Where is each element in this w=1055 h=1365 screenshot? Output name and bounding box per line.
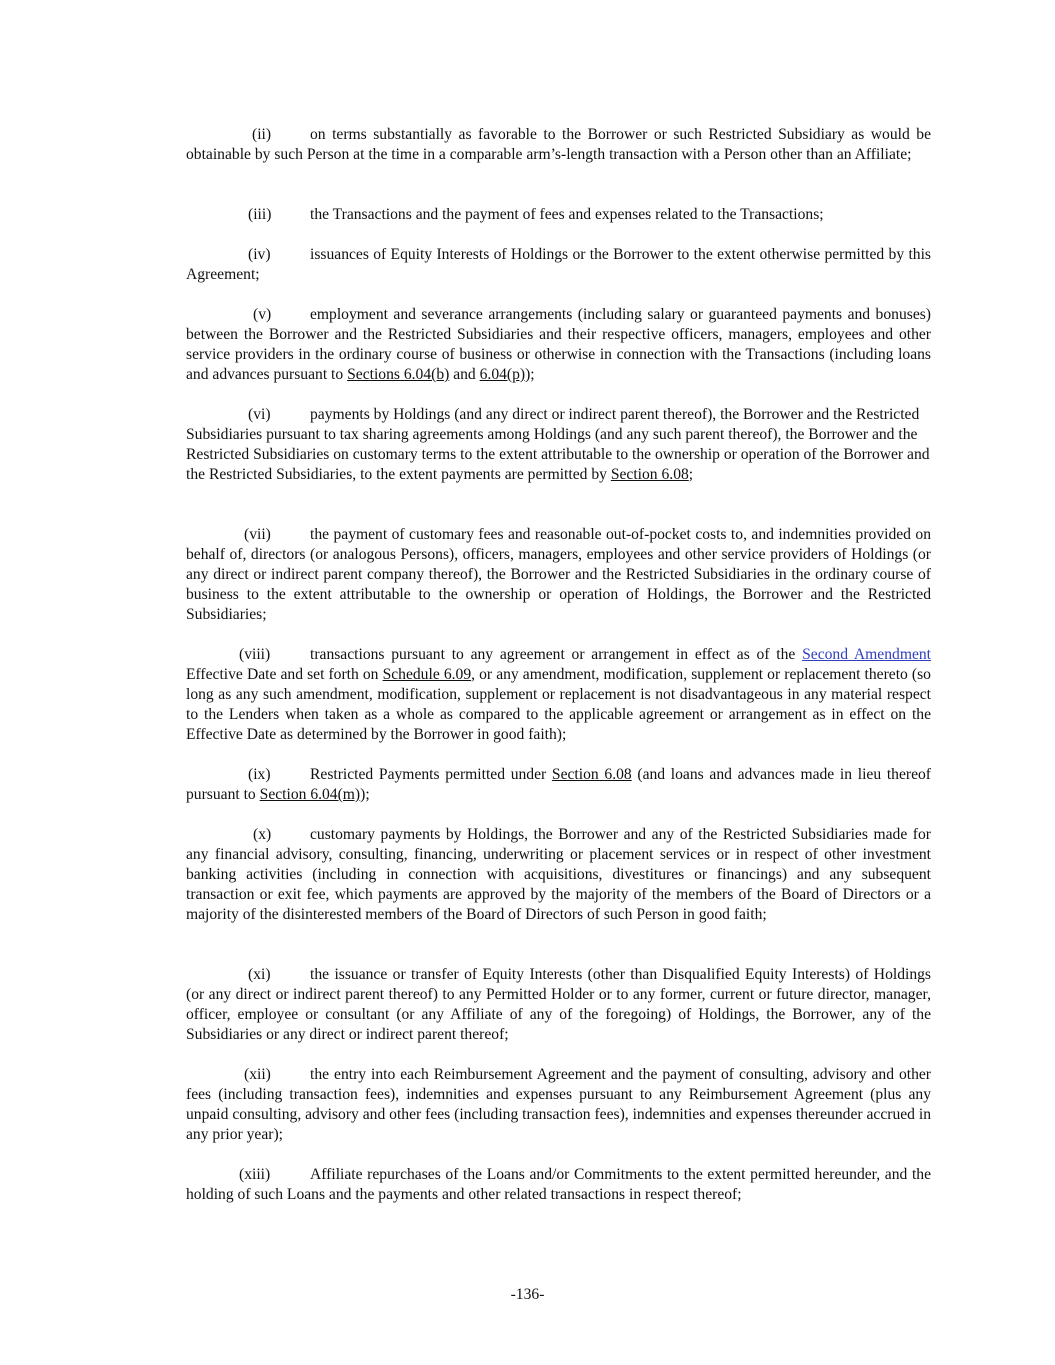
clause-text: ); <box>525 366 535 383</box>
clause-vii <box>186 525 931 625</box>
clause-number: (xi) <box>248 966 271 983</box>
schedule-reference: Schedule 6.09 <box>382 666 472 683</box>
clause-text: transactions pursuant to any agreement or arrangement in effect as of the <box>310 646 803 663</box>
clause-text: Affiliate repurchases of the Loans and/or Commitments to the extent permitted hereunder, and the holding of such Loans and the payments and other related transactions in respect thereof; <box>186 1166 931 1203</box>
clause-text: Restricted Payments permitted under <box>310 766 552 783</box>
clause-vi <box>186 405 931 485</box>
clause-number: (v) <box>253 306 272 323</box>
clause-v <box>186 305 931 385</box>
section-reference: Section 6.04(m) <box>259 786 361 803</box>
clause-number: (iv) <box>248 246 271 263</box>
clause-text: the issuance or transfer of Equity Interests (other than Disqualified Equity Interests) of Holdings (or any direct or indirect parent thereof) to any Permitted Holder or to any former, current or future director, manager, officer, employee or consultant (or any Affiliate of any of the foregoing) of Holdings, the Borrower, any of the Subsidiaries or any direct or indirect parent thereof; <box>186 966 931 1043</box>
clause-text: on terms substantially as favorable to the Borrower or such Restricted Subsidiary as would be obtainable by such Person at the time in a comparable arm’s-length transaction with a Person other than an Affiliate; <box>186 126 931 163</box>
clause-text: and <box>449 366 480 383</box>
clause-text: (and loans and advances made in lieu thereof pursuant to <box>186 766 931 803</box>
second-amendment-link[interactable]: Second Amendment <box>802 646 931 663</box>
clause-text: issuances of Equity Interests of Holdings or the Borrower to the extent otherwise permitted by this Agreement; <box>186 246 931 283</box>
clause-iii <box>186 205 931 225</box>
clause-number: (iii) <box>248 206 272 223</box>
clause-text: ; <box>688 466 694 483</box>
clause-viii <box>186 645 931 745</box>
clause-text: payments by Holdings (and any direct or indirect parent thereof), the Borrower and the Restricted Subsidiaries pursuant to tax sharing agreements among Holdings (and any such parent thereof), the Borrower and the Restricted Subsidiaries on customary terms to the extent attributable to the ownership or operation of the Borrower and the Restricted Subsidiaries, to the extent payments are permitted by <box>186 406 930 483</box>
clause-xiii <box>186 1165 931 1205</box>
clause-number: (vii) <box>244 526 271 543</box>
clause-x <box>186 825 931 925</box>
section-reference: Sections 6.04(b) <box>347 366 450 383</box>
section-reference: Section 6.08 <box>610 466 689 483</box>
clause-number: (ix) <box>248 766 271 783</box>
clause-text: the payment of customary fees and reasonable out-of-pocket costs to, and indemnities provided on behalf of, directors (or analogous Persons), officers, managers, employees and other service providers of Holdings (or any direct or indirect parent company thereof), the Borrower and the Restricted Subsidiaries in the ordinary course of business to the extent attributable to the ownership or operation of Holdings, the Borrower and the Restricted Subsidiaries; <box>186 526 931 623</box>
clause-number: (ii) <box>252 126 272 143</box>
page-number: -136- <box>510 1286 545 1303</box>
clause-number: (x) <box>253 826 272 843</box>
clause-number: (xii) <box>244 1066 271 1083</box>
clause-text: ); <box>360 786 370 803</box>
clause-text: , or any amendment, modification, supplement or replacement thereto (so long as any such amendment, modification, supplement or replacement is not disadvantageous in any material respect to the Lenders when taken as a whole as compared to the applicable agreement or arrangement as in effect on the Effective Date as determined by the Borrower in good faith); <box>186 666 931 743</box>
clause-xii <box>186 1065 931 1145</box>
clause-text: Effective Date and set forth on <box>186 666 383 683</box>
clause-number: (xiii) <box>239 1166 271 1183</box>
clause-number: (viii) <box>239 646 271 663</box>
clause-ii <box>186 125 931 165</box>
clause-text: the entry into each Reimbursement Agreement and the payment of consulting, advisory and other fees (including transaction fees), indemnities and expenses pursuant to any Reimbursement Agreement (plus any unpaid consulting, advisory and other fees (including transaction fees), indemnities and expenses thereunder accrued in any prior year); <box>186 1066 931 1143</box>
section-reference: 6.04(p) <box>479 366 526 383</box>
clause-text: employment and severance arrangements (including salary or guaranteed payments and bonuses) between the Borrower and the Restricted Subsidiaries and their respective officers, managers, employees and other service providers in the ordinary course of business or otherwise in connection with the Transactions (including loans and advances pursuant to <box>186 306 931 383</box>
clause-text: the Transactions and the payment of fees and expenses related to the Transactions; <box>310 206 824 223</box>
clause-iv <box>186 245 931 285</box>
clause-xi <box>186 965 931 1045</box>
clause-number: (vi) <box>248 406 271 423</box>
section-reference: Section 6.08 <box>551 766 632 783</box>
clause-ix <box>186 765 931 805</box>
clause-text: customary payments by Holdings, the Borrower and any of the Restricted Subsidiaries made for any financial advisory, consulting, financing, underwriting or placement services or in respect of other investment banking activities (including in connection with acquisitions, divestitures or financings) and any subsequent transaction or exit fee, which payments are approved by the majority of the members of the Board of Directors or a majority of the disinterested members of the Board of Directors of such Person in good faith; <box>186 826 931 923</box>
